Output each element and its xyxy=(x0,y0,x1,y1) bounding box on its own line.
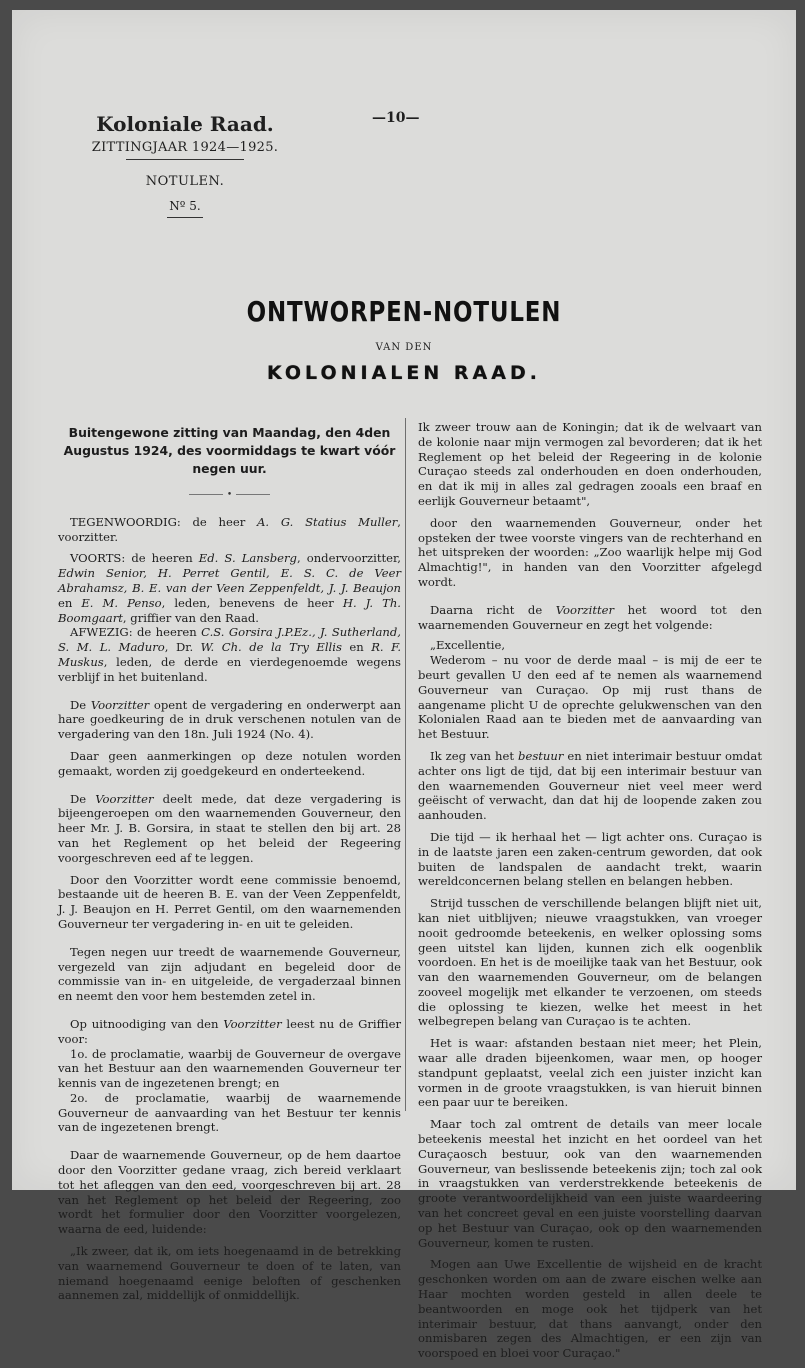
title-banner: KOLONIALEN RAAD. xyxy=(267,362,541,384)
p6-lead: Op uitnoodiging van den xyxy=(70,1016,224,1031)
paragraph-speech-7: Mogen aan Uwe Excellentie de wijsheid en de kracht geschonken worden om aan de zware eischen welke aan Haar mochten worden gesteld in allen deele te beantwoorden en moge ook het tijdperk van het interimair bestuur, dat thans aanvangt, onder den onmisbaren zegen des Almachtigen, er een zijn van voorspoed en bloei voor Curaçao." xyxy=(418,1257,762,1361)
main-title: ONTWORPEN-NOTULEN xyxy=(246,295,562,328)
p3-rest: deelt mede, dat deze vergadering is bijeengeroepen om den waarnemenden Gouverneur, den heer Mr. J. B. Gorsira, in staat te stellen den bij art. 28 van het Reglement op het beleid der Regeering voorgeschreven eed af te leggen. xyxy=(58,791,401,865)
left-column xyxy=(58,420,401,1310)
voorts-griffier: H. J. Th. Boomgaart xyxy=(58,595,401,625)
voorts-en: en xyxy=(58,595,82,610)
minutes-label: NOTULEN. xyxy=(145,174,225,189)
session-heading: Buitengewone zitting van Maandag, den 4den Augustus 1924, des voormiddags te kwart vóór negen uur. xyxy=(63,425,396,476)
voorts-vice: Ed. S. Lansberg xyxy=(198,551,297,566)
absent-paragraph xyxy=(58,625,401,684)
voorts-leden: , leden, benevens de heer xyxy=(161,595,343,610)
paragraph-speech-4: Strijd tusschen de verschillende belangen blijft niet uit, kan niet uitblijven; nieuwe vraagstukken, van vroeger nooit gedroomde beteekenis, en welker oplossing soms geen uitstel kan lijden, kunnen zich elk oogenblik voordoen. En het is de moeilijke taak van het Bestuur, ook van den waarnemenden Gouverneur, om de belangen zooveel mogelijk met elkander te verzoenen, om steeds die oplossing te kiezen, welke het meest in het welbegrepen belang van Curaçao is te achten. xyxy=(418,896,762,1029)
masthead-rule xyxy=(126,159,244,160)
absent-names: C.S. Gorsira J.P.Ez., J. Sutherland, S. M. L. Maduro xyxy=(58,625,401,655)
r3-chair: Voorzitter xyxy=(555,602,615,617)
paragraph-speech-6: Maar toch zal omtrent de details van meer locale beteekenis meestal het inzicht en het oordeel van het Curaçaosch bestuur, ook van den waarnemenden Gouverneur, van beslissende beteekenis zijn; toch zal ook in vraagstukken van verderstrekkende beteekenis de groote verantwoordelijkheid van een juiste waardeering van het concreet geval en een juiste voorstelling daarvan op het Bestuur van Curaçao, ook op den waarnemenden Gouverneur, komen te rusten. xyxy=(418,1117,762,1250)
council-name: Koloniale Raad. xyxy=(96,112,274,136)
absent-label: AFWEZIG: de heeren xyxy=(70,625,202,640)
r3-lead: Daarna richt de xyxy=(430,602,556,617)
absent-names3: R. F. Muskus xyxy=(58,640,401,669)
paragraph-commission: Door den Voorzitter wordt eene commissie benoemd, bestaande uit de heeren B. E. van der Veen Zeppenfeldt, J. J. Beaujon en H. Perret Gentil, om den waarnemenden Gouverneur ter vergadering in- en uit te geleiden. xyxy=(58,872,401,931)
session-year: ZITTINGJAAR 1924—1925. xyxy=(91,140,279,155)
right-column xyxy=(418,420,762,1368)
paragraph-speech-2 xyxy=(418,749,762,823)
p1-rest: opent de vergadering en onderwerpt aan hare goedkeuring de in druk verschenen notulen van de vergadering van den 18n. Juli 1924 (No. 4). xyxy=(58,697,401,742)
paragraph-opening xyxy=(58,698,401,742)
voorts-paragraph xyxy=(58,551,401,625)
voorts-last: E. M. Penso xyxy=(81,595,162,610)
present-label: TEGENWOORDIG: de heer xyxy=(70,514,258,529)
absent-en: en xyxy=(341,640,372,655)
paragraph-speech-5: Het is waar: afstanden bestaan niet meer; het Plein, waar alle draden bijeenkomen, waar men, op hooger standpunt geplaatst, veelal zich een juister inzicht kan vormen in de groote vraagstukken, is van hieruit binnen een paar uur te bereiken. xyxy=(418,1036,762,1110)
page-number: —10— xyxy=(372,110,420,126)
paragraph-entrance: Tegen negen uur treedt de waarnemende Gouverneur, vergezeld van zijn adjudant en begeleid door de commissie van in- en uitgeleide, de vergaderzaal binnen en neemt den voor hem bestemden zetel in. xyxy=(58,944,401,1004)
voorts-label: VOORTS: de heeren xyxy=(70,551,199,566)
ornament-divider: • xyxy=(58,488,401,503)
paragraph-salutation: „Excellentie, xyxy=(430,638,506,653)
masthead xyxy=(70,112,300,218)
proclamation-item-2: 2o. de proclamatie, waarbij de waarnemende Gouverneur de aanvaarding van het Bestuur ter kennis van de ingezetenen brengt. xyxy=(58,1090,401,1135)
paragraph-proclamations xyxy=(58,1017,401,1047)
document-page xyxy=(12,10,796,1361)
title-van-den: VAN DEN xyxy=(375,342,433,353)
present-role: , voorzitter. xyxy=(58,514,401,544)
voorts-members: Edwin Senior, H. Perret Gentil, E. S. C. de Veer Abrahamsz, B. E. van der Veen Zeppenfeldt, J. J. Beaujon xyxy=(58,566,401,595)
voorts-vice-role: , ondervoorzitter, xyxy=(296,551,401,566)
number-rule xyxy=(167,217,203,218)
r6-italic: bestuur xyxy=(518,748,564,763)
paragraph-oath-intro: Daar de waarnemende Gouverneur, op de hem daartoe door den Voorzitter gedane vraag, zich bereid verklaart tot het afleggen van den eed, voorgeschreven bij art. 28 van het Reglement op het beleid der Regeering, zoo wordt het formulier door den Voorzitter voorgelezen, waarna de eed, luidende: xyxy=(58,1148,401,1237)
minutes-number: Nº 5. xyxy=(169,199,201,213)
absent-rest: , leden, de derde en vierdegenoemde wegens verblijf in het buitenland. xyxy=(58,654,401,684)
paragraph-speech-1: Wederom – nu voor de derde maal – is mij de eer te beurt gevallen U den eed af te nemen als waarnemend Gouverneur van Curaçao. Op mij rust thans de aangename plicht U de oprechte gelukwenschen van den Kolonialen Raad aan te bieden met de aanvaarding van het Bestuur. xyxy=(418,653,762,742)
paragraph-speech-3: Die tijd — ik herhaal het — ligt achter ons. Curaçao is in de laatste jaren een zaken-centrum geworden, dat ook buiten de landspalen de aandacht trekt, waarin wereldconcernen belang stellen en belangen hebben. xyxy=(418,829,762,889)
absent-names2: W. Ch. de la Try Ellis xyxy=(200,640,342,655)
p6-rest: leest nu de Griffier voor: xyxy=(58,1016,401,1046)
p3-chair: Voorzitter xyxy=(95,791,154,806)
p3-lead: De xyxy=(70,791,96,806)
r3-rest: het woord tot den waarnemenden Gouverneur en zegt het volgende: xyxy=(418,602,763,632)
p1-lead: De xyxy=(70,697,91,712)
proclamation-item-1: 1o. de proclamatie, waarbij de Gouverneur de overgave van het Bestuur aan den waarnemenden Gouverneur ter kennis van de ingezetenen brengt; en xyxy=(58,1046,401,1091)
r6-lead: Ik zeg van het xyxy=(430,748,519,763)
paragraph-oath-taken: door den waarnemenden Gouverneur, onder het opsteken der twee voorste vingers van de rechterhand en het uitspreken der woorden: „Zoo waarlijk helpe mij God Almachtig!", in handen van den Voorzitter afgelegd wordt. xyxy=(418,515,762,589)
paragraph-oath-continued: Ik zweer trouw aan de Koningin; dat ik de welvaart van de kolonie naar mijn vermogen zal bevorderen; dat ik het Reglement op het beleid der Regeering in de kolonie Curaçao steeds zal onderhouden en doen onderhouden, en dat ik mij in alles zal gedragen zooals een braaf en eerlijk Gouverneur betaamt", xyxy=(418,420,762,508)
r6-rest: en niet interimair bestuur omdat achter ons ligt de tijd, dat bij een interimair bestuur van den waarnemenden Gouverneur niet veel meer werd geëischt of verwacht, dan dat hij de loopende zaken zou aanhouden. xyxy=(418,748,763,823)
paragraph-approval: Daar geen aanmerkingen op deze notulen worden gemaakt, worden zij goedgekeurd en onderteekend. xyxy=(58,748,401,778)
column-divider xyxy=(405,418,406,1111)
present-paragraph xyxy=(58,515,401,545)
paragraph-oath-text: „Ik zweer, dat ik, om iets hoegenaamd in de betrekking van waarnemend Gouverneur te doen of te laten, van niemand hoegenaamd eenige beloften of geschenken aannemen zal, middellijk of onmiddellijk. xyxy=(58,1244,401,1303)
paragraph-address-intro xyxy=(418,603,762,633)
p1-chair: Voorzitter xyxy=(90,697,150,712)
p6-chair: Voorzitter xyxy=(223,1016,282,1031)
paragraph-announcement xyxy=(58,792,401,866)
present-chair: A. G. Statius Muller xyxy=(257,514,398,529)
voorts-griffier-role: , griffier van den Raad. xyxy=(122,610,259,625)
absent-dr: , Dr. xyxy=(164,640,201,655)
